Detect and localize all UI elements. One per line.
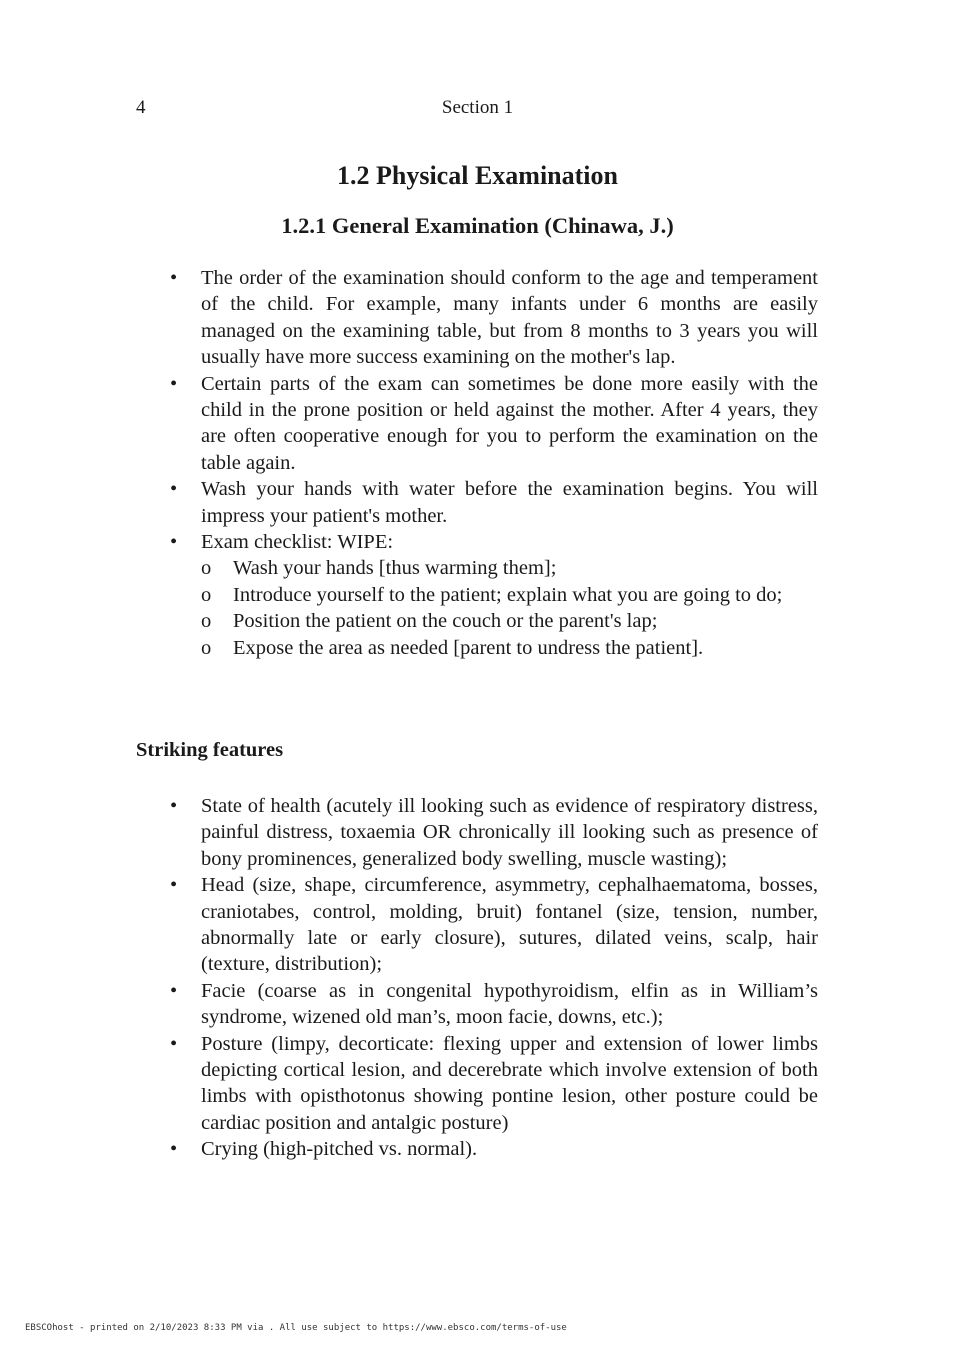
list-item — [136, 265, 818, 371]
sub-list-item-text: Position the patient on the couch or the parent's lap; — [233, 610, 658, 633]
wipe-checklist — [201, 555, 818, 661]
circle-bullet-icon: o — [201, 636, 212, 659]
bullet-icon: • — [170, 372, 178, 395]
bullet-icon: • — [170, 1138, 178, 1161]
list-item-text: Exam checklist: WIPE: — [201, 531, 394, 554]
list-item-text: Posture (limpy, decorticate: flexing upper and extension of lower limbs depicting cortical lesion, and decerebrate which involve extension of both limbs with opisthotonus showing pontine lesion, other posture could be cardiac position and antalgic posture) — [201, 1032, 818, 1134]
list-item-text: Crying (high-pitched vs. normal). — [201, 1138, 478, 1161]
list-item — [136, 476, 818, 529]
section-title: 1.2 Physical Examination — [337, 161, 618, 190]
list-item-text: State of health (acutely ill looking such as evidence of respiratory distress, painful distress, toxaemia OR chronically ill looking such as presence of bony prominences, generalized body swelling, muscle wasting); — [201, 795, 818, 870]
bullet-icon: • — [170, 795, 178, 817]
print-footer: EBSCOhost - printed on 2/10/2023 8:33 PM via . All use subject to https://www.ebsco.com/terms-of-use — [25, 1323, 567, 1333]
list-item — [136, 1031, 818, 1137]
circle-bullet-icon: o — [201, 557, 212, 580]
striking-features-heading: Striking features — [136, 739, 284, 761]
list-item-text: The order of the examination should conform to the age and temperament of the child. For example, many infants under 6 months are easily managed on the examining table, but from 8 months to 3 years you will usually have more success examining on the mother's lap. — [201, 267, 818, 369]
bullet-icon: • — [170, 478, 178, 501]
list-item-text: Wash your hands with water before the examination begins. You will impress your patient's mother. — [201, 478, 818, 527]
list-item-text: Head (size, shape, circumference, asymmetry, cephalhaematoma, bosses, craniotabes, control, molding, bruit) fontanel (size, tension, number, abnormally late or early closure), sutures, dilated veins, scalp, hair (texture, distribution); — [201, 874, 818, 976]
circle-bullet-icon: o — [201, 583, 212, 606]
running-head: Section 1 — [441, 97, 514, 118]
sub-list-item — [201, 608, 818, 634]
subsection-title: 1.2.1 General Examination (Chinawa, J.) — [281, 213, 674, 238]
list-item — [136, 872, 818, 978]
sub-list-item-text: Expose the area as needed [parent to undress the patient]. — [233, 636, 704, 659]
bullet-icon: • — [170, 531, 178, 554]
list-item-text: Facie (coarse as in congenital hypothyroidism, elfin as in William’s syndrome, wizened old man’s, moon facie, downs, etc.); — [201, 979, 818, 1029]
sub-list-item-text: Introduce yourself to the patient; explain what you are going to do; — [233, 583, 783, 606]
circle-bullet-icon: o — [201, 610, 212, 633]
list-item — [136, 529, 818, 661]
striking-features-list — [136, 793, 818, 1163]
sub-list-item — [201, 635, 818, 661]
page-number: 4 — [136, 97, 146, 118]
list-item — [136, 793, 818, 872]
bullet-icon: • — [170, 267, 178, 289]
list-item — [136, 371, 818, 477]
sub-list-item-text: Wash your hands [thus warming them]; — [233, 557, 557, 580]
list-item — [136, 978, 818, 1031]
bullet-icon: • — [170, 1032, 178, 1055]
list-item-text: Certain parts of the exam can sometimes be done more easily with the child in the prone position or held against the mother. After 4 years, they are often cooperative enough for you to perform the examination on the table again. — [201, 372, 818, 474]
sub-list-item — [201, 582, 818, 608]
general-examination-list — [136, 265, 818, 661]
list-item — [136, 1136, 818, 1162]
bullet-icon: • — [170, 874, 178, 897]
bullet-icon: • — [170, 979, 178, 1002]
sub-list-item — [201, 555, 818, 581]
